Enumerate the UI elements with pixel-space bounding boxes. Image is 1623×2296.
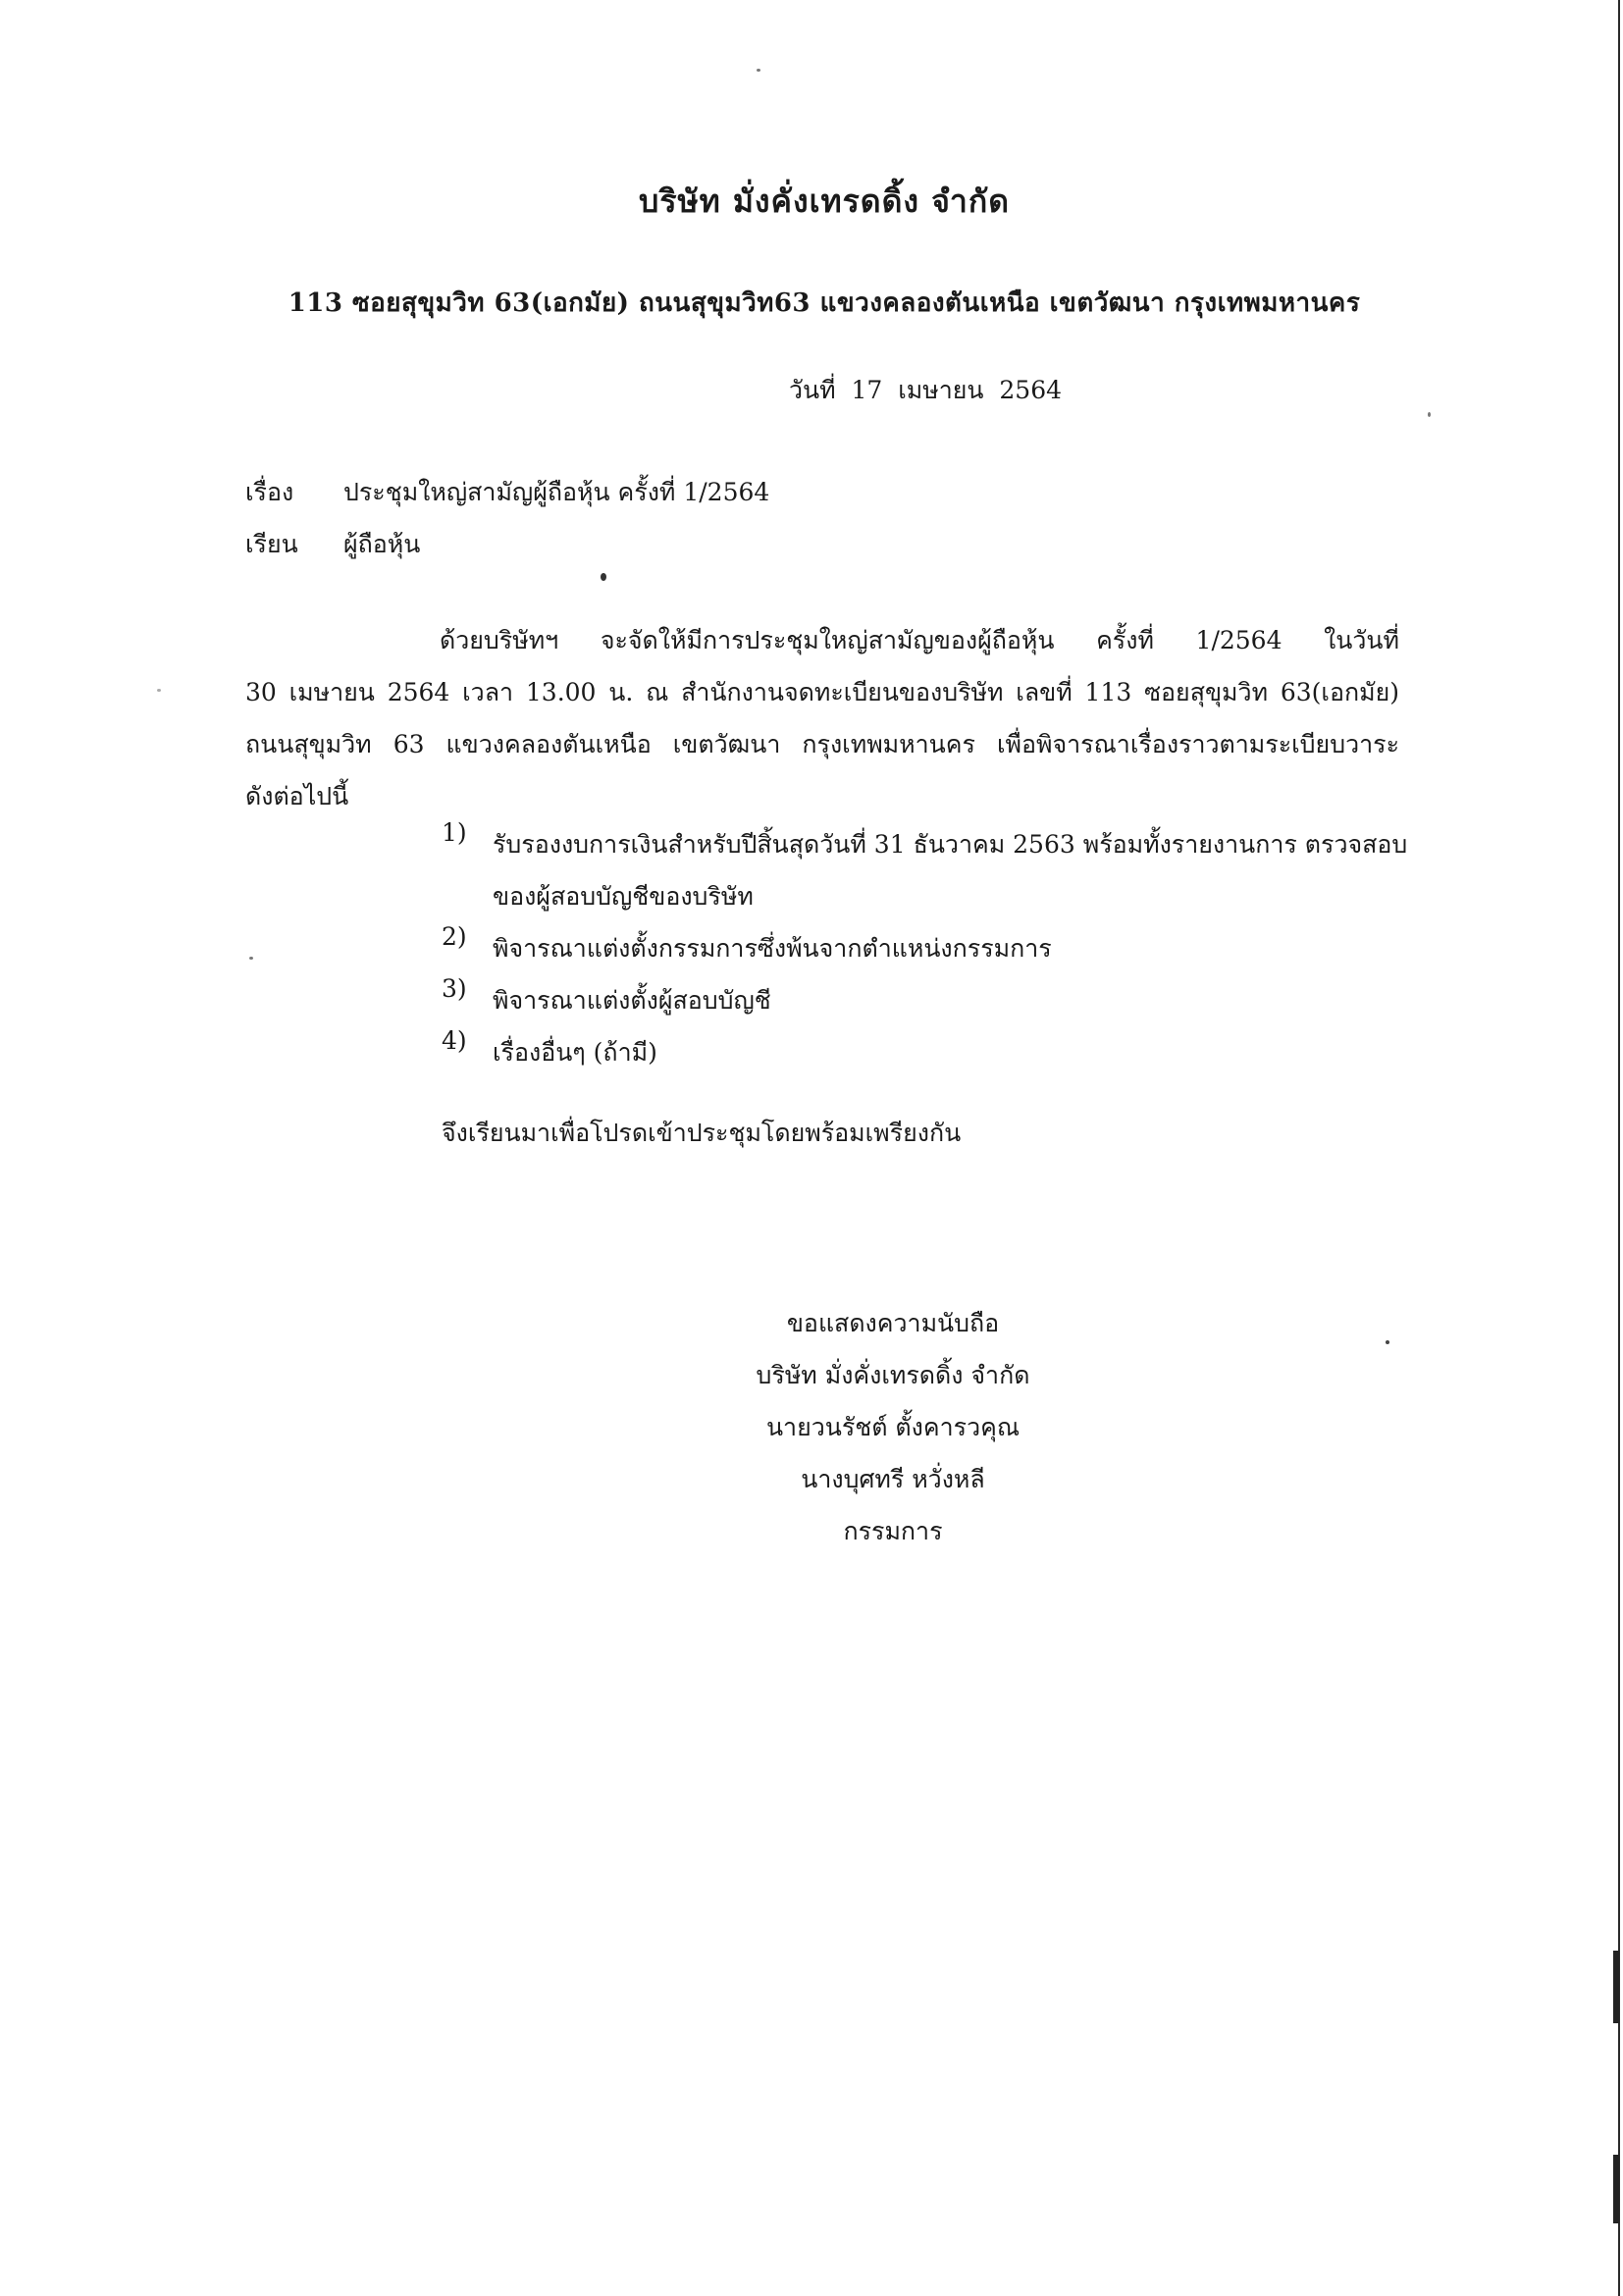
agenda-number: 2)	[442, 922, 467, 951]
body-line: ดังต่อไปนี้	[245, 782, 349, 810]
agenda-item	[442, 922, 1399, 974]
signature-company: บริษัท มั่งคั่งเทรดดิ้ง จำกัด	[756, 1361, 1030, 1389]
signature-block	[648, 1297, 1138, 1557]
scan-edge-mark	[1613, 2155, 1619, 2223]
recipient-text: ผู้ถือหุ้น	[343, 530, 421, 558]
closing-sentence: จึงเรียนมาเพื่อโปรดเข้าประชุมโดยพร้อมเพรียงกัน	[442, 1119, 962, 1147]
scan-edge-mark	[1613, 1951, 1619, 2023]
agenda-item	[442, 1026, 1399, 1078]
recipient-label: เรียน	[245, 530, 298, 558]
agenda-line: พิจารณาแต่งตั้งผู้สอบบัญชี	[493, 986, 771, 1015]
agenda-number: 3)	[442, 974, 467, 1003]
company-title: บริษัท มั่งคั่งเทรดดิ้ง จำกัด	[639, 183, 1010, 220]
agenda-number: 1)	[442, 818, 467, 847]
signer-position: กรรมการ	[843, 1517, 943, 1545]
recipient-row	[245, 525, 420, 564]
subject-label: เรื่อง	[245, 478, 294, 506]
letter-date: วันที่ 17 เมษายน 2564	[789, 376, 1063, 404]
scan-speck	[249, 957, 253, 960]
signer-name: นายวนรัชต์ ตั้งคารวคุณ	[765, 1413, 1021, 1441]
regards-text: ขอแสดงความนับถือ	[786, 1309, 1000, 1337]
agenda-item	[442, 818, 1408, 922]
scan-speck	[157, 689, 161, 692]
agenda-line: เรื่องอื่นๆ (ถ้ามี)	[493, 1038, 657, 1067]
body-paragraph	[245, 614, 1399, 822]
subject-text: ประชุมใหญ่สามัญผู้ถือหุ้น ครั้งที่ 1/2564	[343, 478, 770, 506]
signer-name: นางบุศทรี หวั่งหลี	[801, 1465, 985, 1493]
body-line: 30 เมษายน 2564 เวลา 13.00 น. ณ สำนักงานจดทะเบียนของบริษัท เลขที่ 113 ซอยสุขุมวิท 63(เอกมัย)	[245, 678, 1399, 706]
agenda-line: ของผู้สอบบัญชีของบริษัท	[493, 882, 754, 911]
scan-speck	[757, 69, 760, 72]
scan-speck	[1428, 412, 1431, 417]
agenda-item	[442, 974, 1399, 1026]
scan-speck	[601, 573, 606, 581]
agenda-line: รับรองงบการเงินสำหรับปีสิ้นสุดวันที่ 31 ธันวาคม 2563 พร้อมทั้งรายงานการ ตรวจสอบ	[493, 830, 1408, 859]
agenda-number: 4)	[442, 1026, 467, 1055]
agenda-line: พิจารณาแต่งตั้งกรรมการซึ่งพ้นจากตำแหน่งกรรมการ	[493, 934, 1052, 963]
subject-row	[245, 473, 769, 512]
agenda-list	[442, 818, 1408, 1078]
body-line: ด้วยบริษัทฯ จะจัดให้มีการประชุมใหญ่สามัญของผู้ถือหุ้น ครั้งที่ 1/2564 ในวันที่	[440, 626, 1399, 654]
body-line: ถนนสุขุมวิท 63 แขวงคลองตันเหนือ เขตวัฒนา กรุงเทพมหานคร เพื่อพิจารณาเรื่องราวตามระเบียบวาระ	[245, 730, 1399, 758]
company-address: 113 ซอยสุขุมวิท 63(เอกมัย) ถนนสุขุมวิท63 แขวงคลองตันเหนือ เขตวัฒนา กรุงเทพมหานคร	[288, 288, 1361, 318]
scan-speck	[1386, 1340, 1389, 1344]
